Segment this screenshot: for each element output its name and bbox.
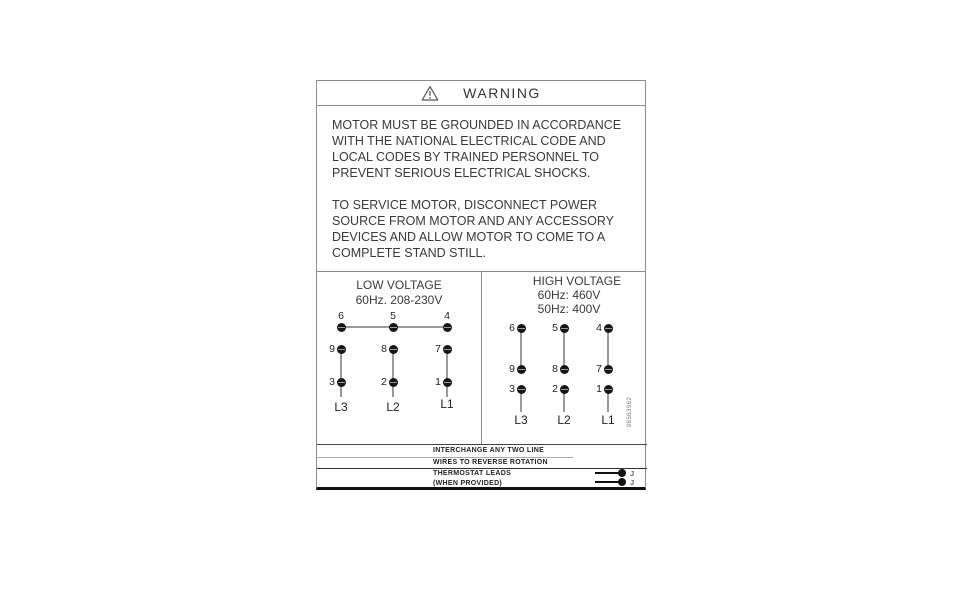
thermostat-lead-dot [618,469,626,477]
terminal-dot-6 [337,323,346,332]
terminal-number: 9 [509,363,515,375]
terminal-number: 8 [552,363,558,375]
terminal-dot-8 [560,365,569,374]
motor-warning-label [316,80,646,490]
thermostat-lead-line [595,481,619,483]
low-voltage-subtitle: 60Hz. 208-230V [355,293,443,307]
terminal-dot-2 [560,385,569,394]
terminal-dot-2 [389,378,398,387]
lv-link-line [446,349,448,397]
part-number: 96563962 [627,396,633,428]
footer-partial-line [317,457,573,458]
terminal-number: 8 [381,343,387,355]
diagram-divider [481,272,482,445]
thermostat-lead-label: J [630,478,635,487]
thermostat-lead-line [595,472,619,474]
terminal-dot-5 [389,323,398,332]
high-voltage-subtitle-60hz: 60Hz: 460V [537,288,601,302]
reverse-rotation-text-line2: WIRES TO REVERSE ROTATION [433,459,548,466]
terminal-number: 9 [329,343,335,355]
high-voltage-subtitle-50hz: 50Hz: 400V [537,302,601,316]
terminal-number: 4 [596,322,602,334]
terminal-dot-6 [517,324,526,333]
terminal-dot-1 [604,385,613,394]
text-line: DEVICES AND ALLOW MOTOR TO COME TO A [332,230,606,244]
terminal-number: 5 [390,310,396,322]
high-voltage-title: HIGH VOLTAGE [532,274,622,288]
warning-triangle-icon [421,85,439,102]
text-line: MOTOR MUST BE GROUNDED IN ACCORDANCE [332,118,622,132]
terminal-number: 3 [329,376,335,388]
text-line: TO SERVICE MOTOR, DISCONNECT POWER [332,198,598,212]
thermostat-leads-text: THERMOSTAT LEADS [433,470,512,477]
line-label-l3: L3 [514,413,528,427]
terminal-number: 7 [435,343,441,355]
hv-link-line [563,328,565,369]
warning-title: WARNING [463,85,541,101]
terminal-dot-7 [604,365,613,374]
reverse-rotation-text-line1: INTERCHANGE ANY TWO LINE [433,447,545,454]
footer-top-line [317,444,647,445]
text-line: WITH THE NATIONAL ELECTRICAL CODE AND [332,134,606,148]
terminal-dot-3 [517,385,526,394]
terminal-dot-7 [443,345,452,354]
lv-link-line [392,349,394,397]
line-label-l1: L1 [440,397,454,411]
grounding-paragraph [332,117,632,181]
terminal-dot-9 [517,365,526,374]
wiring-diagrams-section [317,271,645,444]
thermostat-lead-label: J [630,469,635,478]
line-label-l2: L2 [386,400,400,414]
hv-link-line [607,328,609,369]
terminal-number: 3 [509,383,515,395]
terminal-number: 5 [552,322,558,334]
line-label-l3: L3 [334,400,348,414]
terminal-number: 2 [381,376,387,388]
text-line: LOCAL CODES BY TRAINED PERSONNEL TO [332,150,599,164]
service-paragraph [332,197,632,261]
low-voltage-title: LOW VOLTAGE [356,278,442,292]
terminal-dot-4 [443,323,452,332]
thermostat-lead-dot [618,478,626,486]
warning-header [317,81,645,106]
hv-link-line [520,328,522,369]
notice-text [332,117,632,277]
terminal-number: 6 [509,322,515,334]
terminal-number: 6 [338,310,344,322]
terminal-number: 1 [435,376,441,388]
when-provided-text: (WHEN PROVIDED) [433,480,503,487]
line-label-l1: L1 [601,413,615,427]
terminal-dot-5 [560,324,569,333]
line-label-l2: L2 [557,413,571,427]
terminal-dot-8 [389,345,398,354]
terminal-dot-3 [337,378,346,387]
terminal-number: 4 [444,310,450,322]
terminal-number: 2 [552,383,558,395]
footer-mid-line [317,468,647,469]
lv-link-line [340,349,342,397]
terminal-number: 7 [596,363,602,375]
terminal-dot-1 [443,378,452,387]
text-line: SOURCE FROM MOTOR AND ANY ACCESSORY [332,214,615,228]
terminal-dot-9 [337,345,346,354]
text-line: COMPLETE STAND STILL. [332,246,486,260]
terminal-dot-4 [604,324,613,333]
terminal-number: 1 [596,383,602,395]
text-line: PREVENT SERIOUS ELECTRICAL SHOCKS. [332,166,591,180]
